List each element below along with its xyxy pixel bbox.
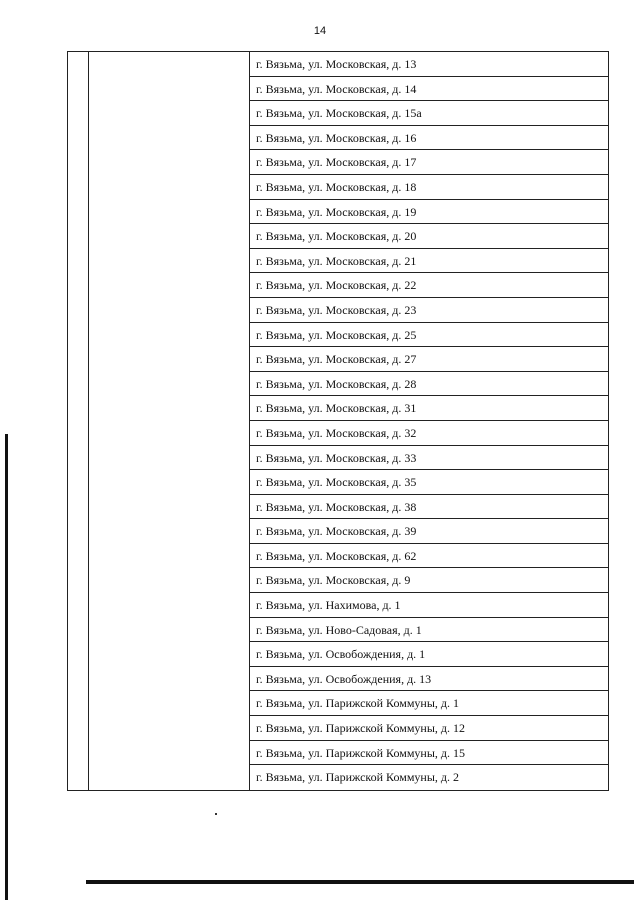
table-row: г. Вязьма, ул. Московская, д. 18 <box>250 175 608 200</box>
table-row: г. Вязьма, ул. Парижской Коммуны, д. 2 <box>256 770 460 785</box>
table-row: г. Вязьма, ул. Парижской Коммуны, д. 15 <box>250 741 608 766</box>
table-row: г. Вязьма, ул. Парижской Коммуны, д. 1 <box>250 691 608 716</box>
scan-bottom-line <box>86 880 634 884</box>
table-row: г. Вязьма, ул. Московская, д. 17 <box>250 150 608 175</box>
table-row: г. Вязьма, ул. Московская, д. 20 <box>250 224 608 249</box>
scan-speck <box>215 813 217 815</box>
table-column-name <box>89 52 250 790</box>
table-row: г. Вязьма, ул. Московская, д. 19 <box>250 200 608 225</box>
table-row: г. Вязьма, ул. Нахимова, д. 1 <box>250 593 608 618</box>
page-number: 14 <box>313 25 327 37</box>
table-row: г. Вязьма, ул. Московская, д. 35 <box>250 470 608 495</box>
table-row: г. Вязьма, ул. Парижской Коммуны, д. 12 <box>250 716 608 741</box>
table-row: г. Вязьма, ул. Московская, д. 22 <box>250 273 608 298</box>
table-row: г. Вязьма, ул. Московская, д. 38 <box>250 495 608 520</box>
table-row: г. Вязьма, ул. Московская, д. 28 <box>250 372 608 397</box>
table-row: г. Вязьма, ул. Московская, д. 39 <box>250 519 608 544</box>
table-row: г. Вязьма, ул. Московская, д. 9 <box>250 568 608 593</box>
table-column-index <box>68 52 89 790</box>
table-row: г. Вязьма, ул. Московская, д. 25 <box>250 323 608 348</box>
table-row: г. Вязьма, ул. Освобождения, д. 13 <box>250 667 608 692</box>
table-row: г. Вязьма, ул. Московская, д. 27 <box>250 347 608 372</box>
scan-edge-line <box>5 434 8 900</box>
table-row: г. Вязьма, ул. Московская, д. 21 <box>250 249 608 274</box>
address-list <box>250 52 608 790</box>
table-row: г. Вязьма, ул. Ново-Садовая, д. 1 <box>250 618 608 643</box>
table-row: г. Вязьма, ул. Московская, д. 32 <box>250 421 608 446</box>
table-row: г. Вязьма, ул. Освобождения, д. 1 <box>250 642 608 667</box>
table-row: г. Вязьма, ул. Московская, д. 16 <box>250 126 608 151</box>
address-table <box>67 51 609 791</box>
table-row: г. Вязьма, ул. Московская, д. 23 <box>250 298 608 323</box>
table-row: г. Вязьма, ул. Московская, д. 31 <box>250 396 608 421</box>
table-row: г. Вязьма, ул. Московская, д. 62 <box>250 544 608 569</box>
table-row: г. Вязьма, ул. Московская, д. 15а <box>250 101 608 126</box>
table-row: г. Вязьма, ул. Московская, д. 33 <box>250 446 608 471</box>
table-row: г. Вязьма, ул. Московская, д. 14 <box>250 77 608 102</box>
table-row: г. Вязьма, ул. Московская, д. 13 <box>250 52 608 77</box>
